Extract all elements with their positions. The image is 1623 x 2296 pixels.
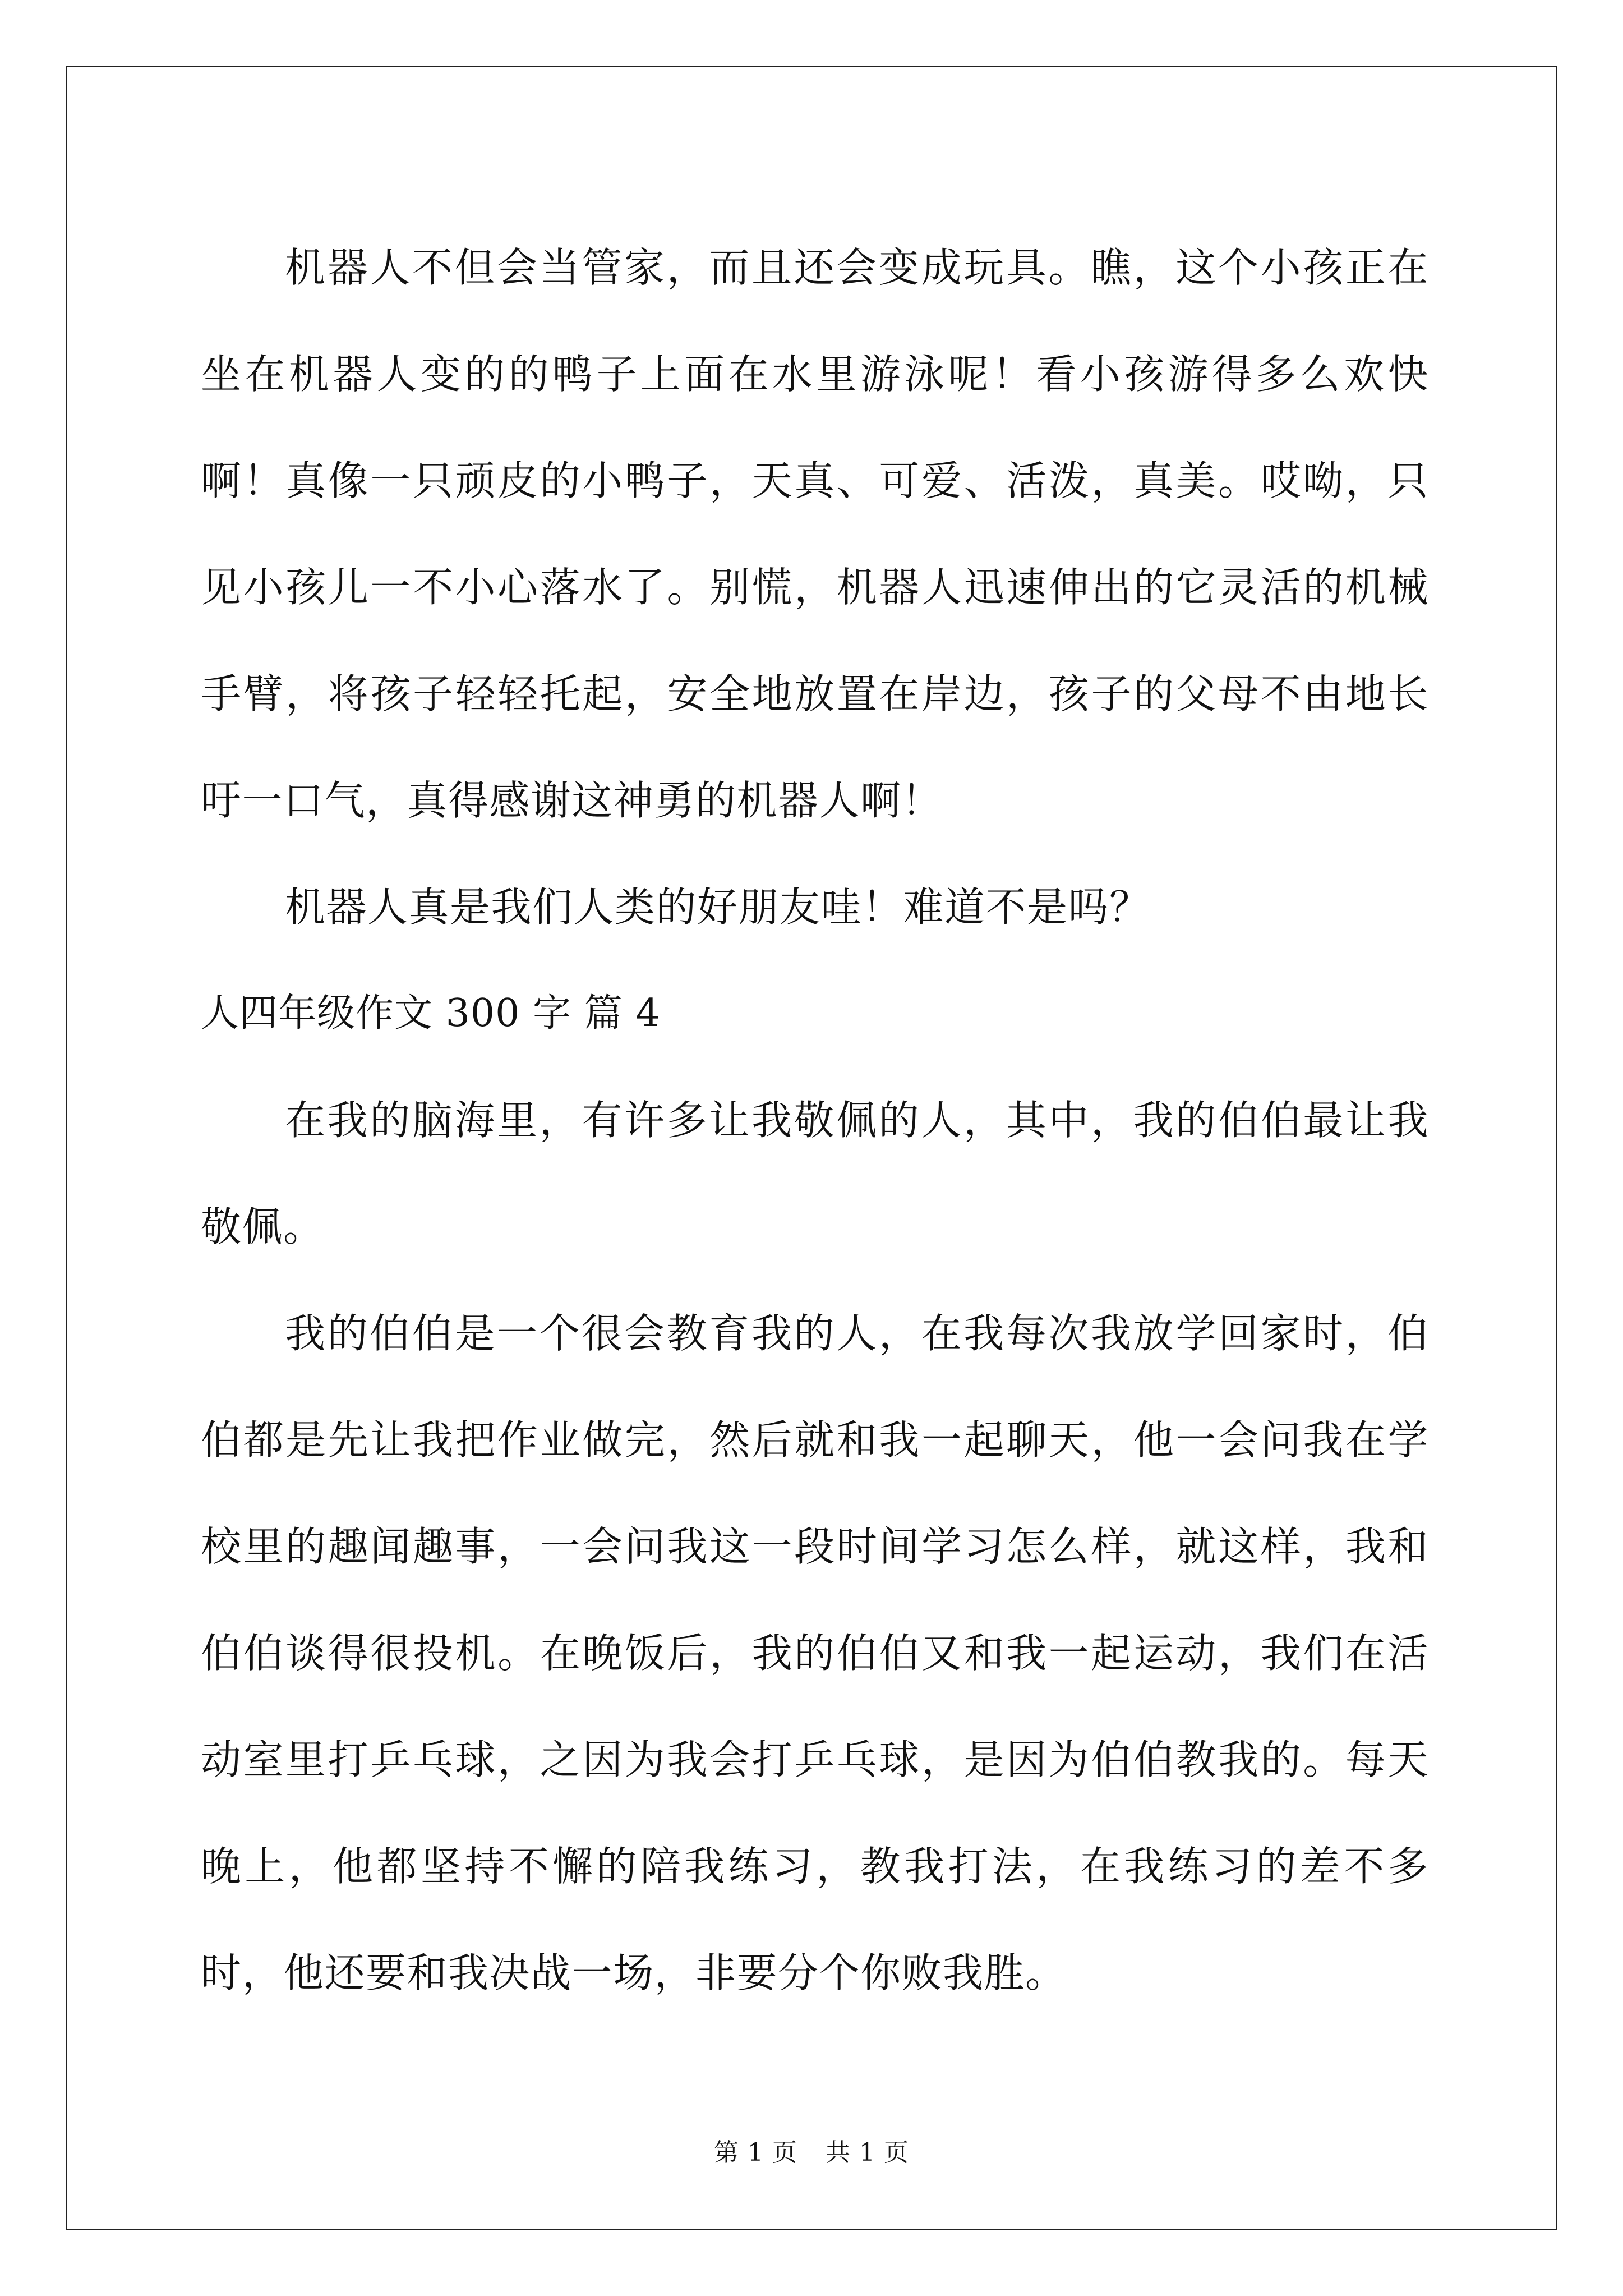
paragraph-robot-friend: 机器人真是我们人类的好朋友哇！难道不是吗？ (285, 884, 1151, 931)
page-number: 第 1 页 (714, 2138, 797, 2167)
paragraph-uncle-intro: 在我的脑海里，有许多让我敬佩的人，其中，我的伯伯最让我敬佩。 (201, 1097, 1429, 1250)
paragraph-uncle-detail: 我的伯伯是一个很会教育我的人，在我每次我放学回家时，伯伯都是先让我把作业做完，然后就和我一起聊天，他一会问我在学校里的趣闻趣事，一会问我这一段时间学习怎么样，就这样，我和伯伯谈得很投机。在晚饭后，我的伯伯又和我一起运动，我们在活动室里打乒乓球，之因为我会打乒乓球，是因为伯伯教我的。每天晚上，他都坚持不懈的陪我练习，教我打法，在我练习的差不多时，他还要和我决战一场，非要分个你败我胜。 (201, 1310, 1429, 1996)
document-body (201, 214, 1429, 2026)
paragraph-robot-toy: 机器人不但会当管家，而且还会变成玩具。瞧，这个小孩正在坐在机器人变的的鸭子上面在水里游泳呢！看小孩游得多么欢快啊！真像一只顽皮的小鸭子，天真、可爱、活泼，真美。哎呦，只见小孩儿一不小心落水了。别慌，机器人迅速伸出的它灵活的机械手臂，将孩子轻轻托起，安全地放置在岸边，孩子的父母不由地长吁一口气，真得感谢这神勇的机器人啊！ (201, 244, 1429, 824)
section-heading: 人四年级作文 300 字 篇 4 (201, 991, 661, 1036)
page-total: 共 1 页 (826, 2138, 909, 2167)
page-footer (0, 2136, 1623, 2170)
